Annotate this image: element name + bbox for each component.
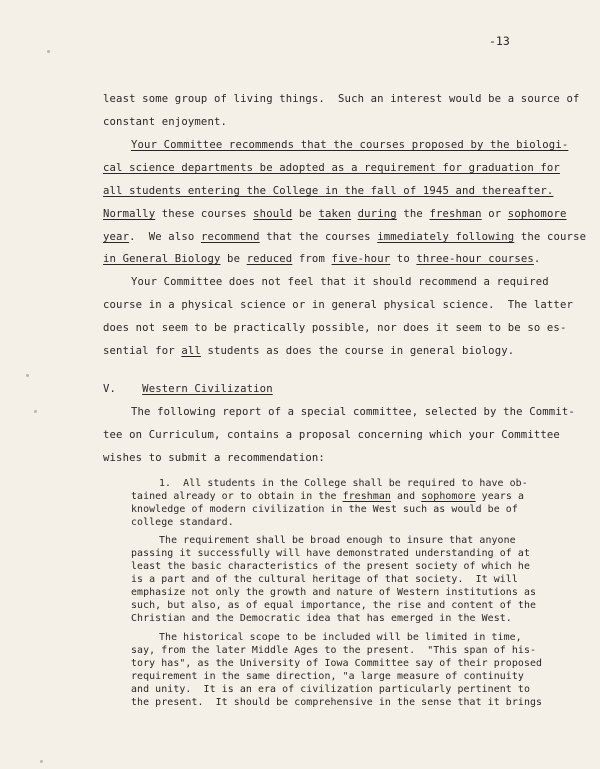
text-run: least the basic characteristics of the present society of which he xyxy=(131,561,530,572)
text-run: course in a physical science or in general physical science. The latter xyxy=(103,299,574,311)
text-run: least some group of living things. Such an interest would be a source of xyxy=(103,93,580,105)
text-run: to xyxy=(390,253,417,265)
underlined-text: cal science departments be adopted as a requirement for graduation for xyxy=(103,162,560,174)
text-run: wishes to submit a recommendation: xyxy=(103,452,325,464)
text-run: Your Committee does not feel that it should recommend a required xyxy=(131,276,549,288)
underlined-text: sophomore xyxy=(421,491,476,502)
quoted-text-line xyxy=(131,517,234,528)
quoted-text-line xyxy=(131,613,512,624)
text-run: V. xyxy=(103,383,143,395)
quoted-text-line xyxy=(131,671,524,682)
paper-speck xyxy=(34,410,37,413)
text-run: the xyxy=(396,208,430,220)
quoted-text-line xyxy=(131,658,542,669)
text-run: tee on Curriculum, contains a proposal concerning which your Committee xyxy=(103,429,560,441)
underlined-text: reduced xyxy=(246,253,293,265)
quoted-text-line xyxy=(131,561,530,572)
underlined-text: should xyxy=(253,208,293,220)
text-line xyxy=(103,383,273,395)
text-run: is a part and of the cultural heritage of that society. It will xyxy=(131,574,518,585)
underlined-text: freshman xyxy=(342,491,391,502)
text-run: knowledge of modern civilization in the West such as would be of xyxy=(131,504,518,515)
text-line xyxy=(131,406,575,418)
text-run: The historical scope to be included will be limited in time, xyxy=(159,632,522,643)
quoted-text-line xyxy=(131,697,542,708)
text-line xyxy=(131,139,568,151)
text-run: passing it successfully will have demonstrated understanding of at xyxy=(131,548,530,559)
text-line xyxy=(103,299,573,311)
text-run: these courses xyxy=(155,208,254,220)
quoted-text-line xyxy=(159,478,528,489)
page-number: -13 xyxy=(489,34,510,48)
text-line xyxy=(103,429,560,441)
text-line xyxy=(131,276,549,288)
text-run: tained already or to obtain in the xyxy=(131,491,343,502)
underlined-text: three-hour courses xyxy=(416,253,534,265)
text-run: say, from the later Middle Ages to the present. "This span of his- xyxy=(131,645,537,656)
quoted-text-line xyxy=(131,600,536,611)
text-run: . We also xyxy=(129,231,201,243)
quoted-text-line xyxy=(131,491,524,502)
underlined-text: taken xyxy=(318,208,352,220)
text-line xyxy=(103,116,227,128)
text-run: . xyxy=(533,253,541,265)
underlined-text: freshman xyxy=(429,208,482,220)
quoted-text-line xyxy=(159,632,522,643)
text-run: The following report of a special committee, selected by the Commit- xyxy=(131,406,575,418)
text-run: be xyxy=(292,208,319,220)
underlined-text: during xyxy=(357,208,397,220)
quoted-text-line xyxy=(131,684,530,695)
underlined-text: in General Biology xyxy=(103,253,221,265)
text-run: the course xyxy=(514,231,587,243)
text-run: does not seem to be practically possible, nor does it seem to be so es- xyxy=(103,322,567,334)
paper-speck xyxy=(47,50,50,53)
text-line xyxy=(103,452,325,464)
text-run: that the courses xyxy=(259,231,378,243)
text-run: Christian and the Democratic idea that has emerged in the West. xyxy=(131,613,512,624)
text-run: and unity. It is an era of civilization particularly pertinent to xyxy=(131,684,530,695)
text-run: from xyxy=(292,253,332,265)
text-run: college standard. xyxy=(131,517,234,528)
underlined-text: immediately following xyxy=(377,231,515,243)
text-run: emphasize not only the growth and nature of Western institutions as xyxy=(131,587,537,598)
text-line xyxy=(103,345,514,357)
text-line xyxy=(103,208,567,220)
underlined-text: five-hour xyxy=(331,253,391,265)
text-run: and xyxy=(390,491,422,502)
underlined-text: Western Civilization xyxy=(142,383,273,395)
paper-speck xyxy=(26,374,29,377)
text-run: constant enjoyment. xyxy=(103,116,228,128)
quoted-text-line xyxy=(159,535,516,546)
text-line xyxy=(103,231,586,243)
text-run: requirement in the same direction, "a large measure of continuity xyxy=(131,671,524,682)
quoted-text-line xyxy=(131,587,536,598)
paper-speck xyxy=(40,760,43,763)
underlined-text: all xyxy=(181,345,201,357)
text-run: such, but also, as of equal importance, the rise and content of the xyxy=(131,600,537,611)
underlined-text: year xyxy=(103,231,130,243)
underlined-text: all students entering the College in the fall of 1945 and thereafter. xyxy=(103,185,554,197)
quoted-text-line xyxy=(131,548,530,559)
text-run: years a xyxy=(475,491,524,502)
text-run: 1. All students in the College shall be required to have ob- xyxy=(159,478,528,489)
text-run: or xyxy=(481,208,508,220)
text-run: sential for xyxy=(103,345,182,357)
text-line xyxy=(103,185,553,197)
underlined-text: Normally xyxy=(103,208,156,220)
quoted-text-line xyxy=(131,574,518,585)
text-line xyxy=(103,93,580,105)
text-run: the present. It should be comprehensive in the sense that it brings xyxy=(131,697,543,708)
text-run: tory has", as the University of Iowa Committee say of their proposed xyxy=(131,658,543,669)
quoted-text-line xyxy=(131,645,536,656)
underlined-text: Your Committee recommends that the courses proposed by the biologi- xyxy=(131,139,569,151)
text-line xyxy=(103,253,540,265)
text-line xyxy=(103,322,567,334)
text-run: students as does the course in general biology. xyxy=(200,345,515,357)
text-run: be xyxy=(220,253,247,265)
quoted-text-line xyxy=(131,504,518,515)
underlined-text: recommend xyxy=(200,231,260,243)
underlined-text: sophomore xyxy=(507,208,567,220)
text-run: The requirement shall be broad enough to insure that anyone xyxy=(159,535,516,546)
text-line xyxy=(103,162,560,174)
